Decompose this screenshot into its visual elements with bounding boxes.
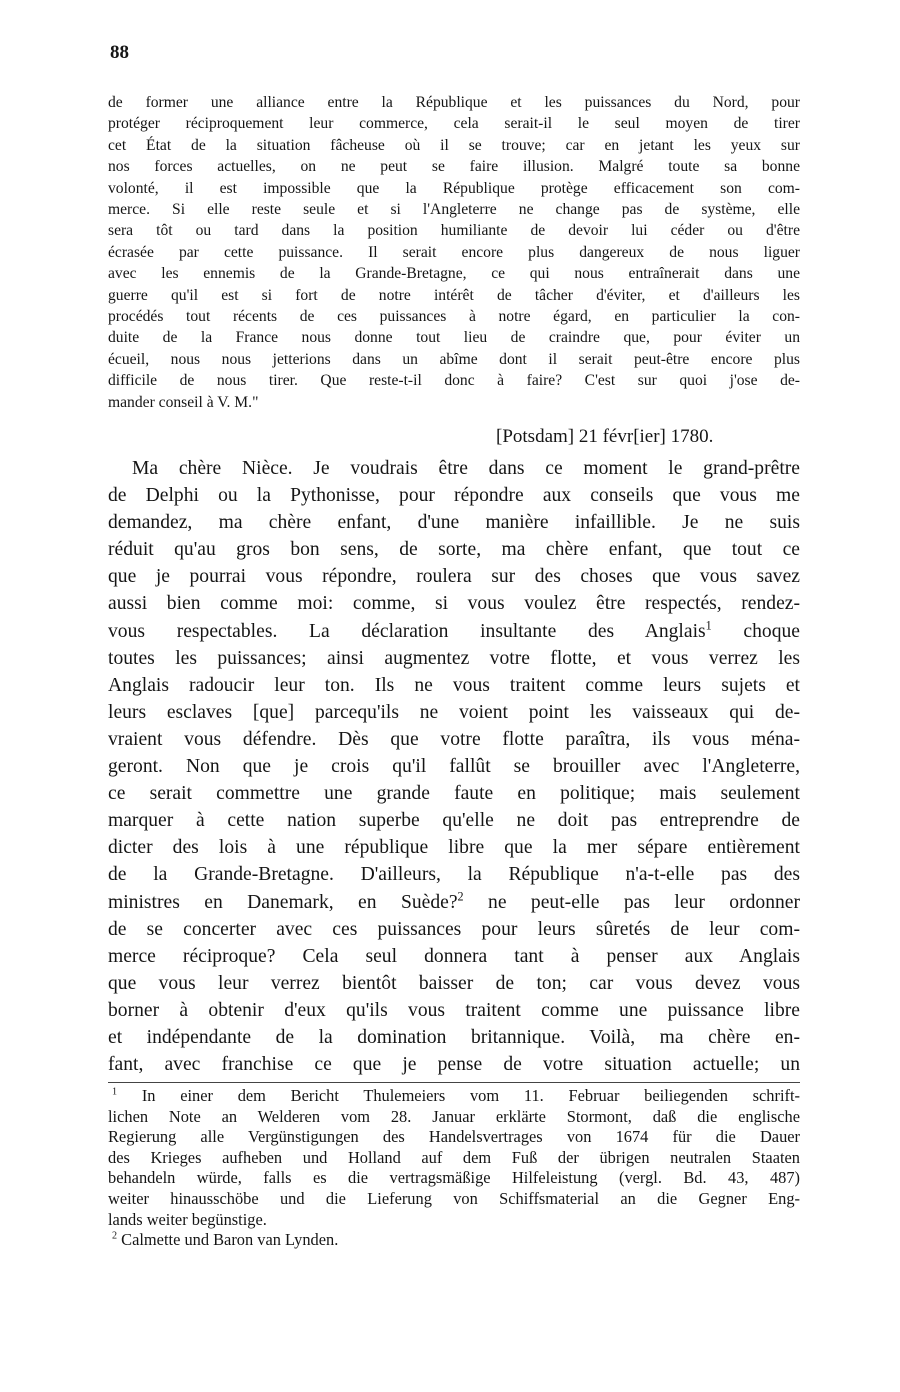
text-line: écrasée par cette puissance. Il serait encore plus dangereux de nous liguer	[108, 243, 800, 261]
text-line: leurs esclaves [que] parcequ'ils ne voient point les vaisseaux qui de-	[108, 701, 800, 723]
text-line: de Delphi ou la Pythonisse, pour répondre aux conseils que vous me	[108, 485, 800, 507]
letter-body	[108, 455, 800, 1078]
text-line: que vous leur verrez bientôt baisser de ton; car vous devez vous	[108, 972, 800, 994]
text-line: procédés tout récents de ces puissances à notre égard, en particulier la con-	[108, 308, 800, 326]
text-segment: ministres en Danemark, en Suède?	[108, 891, 458, 913]
text-line: sera tôt ou tard dans la position humiliante de devoir lui céder ou d'être	[108, 222, 800, 240]
text-line: difficile de nous tirer. Que reste-t-il donc à faire? C'est sur quoi j'ose de-	[108, 372, 800, 390]
text-line: lichen Note an Welderen vom 28. Januar erklärte Stormont, daß die englische	[108, 1106, 800, 1126]
text-line: ce serait commettre une grande faute en politique; mais seulement	[108, 783, 800, 805]
text-line: weiter hinausschöbe und die Lieferung von Schiffsmaterial an die Gegner Eng-	[108, 1188, 800, 1208]
footnote-marker: 1	[112, 1086, 118, 1098]
footnote-divider	[108, 1082, 800, 1083]
text-line: merce réciproque? Cela seul donnera tant à penser aux Anglais	[108, 945, 800, 967]
footnote-marker: 2	[112, 1230, 118, 1242]
text-line: mander conseil à V. M."	[108, 393, 259, 411]
text-line: de la Grande-Bretagne. D'ailleurs, la République n'a-t-elle pas des	[108, 864, 800, 886]
text-line: Anglais radoucir leur ton. Ils ne vous traitent comme leurs sujets et	[108, 674, 800, 696]
footnote-ref-1: 1	[705, 618, 712, 633]
text-line: vraient vous défendre. Dès que votre flotte paraîtra, ils vous ména-	[108, 728, 800, 750]
text-segment: Calmette und Baron van Lynden.	[117, 1230, 339, 1250]
text-segment: vous respectables. La déclaration insultante des Anglais	[108, 620, 706, 642]
text-line: fant, avec franchise ce que je pense de votre situation actuelle; un	[108, 1054, 800, 1076]
text-segment: choque	[711, 620, 800, 642]
text-line: borner à obtenir d'eux qu'ils vous traitent comme une puissance libre	[108, 999, 800, 1021]
text-line: guerre qu'il est si fort de notre intérêt de tâcher d'éviter, et d'ailleurs les	[108, 286, 800, 304]
letter-dateline: [Potsdam] 21 févr[ier] 1780.	[496, 426, 714, 447]
text-line	[108, 889, 800, 916]
text-line: merce. Si elle reste seule et si l'Angleterre ne change pas de système, elle	[108, 201, 800, 219]
footnotes	[108, 1086, 800, 1251]
text-segment: ne peut-elle pas leur ordonner	[463, 891, 800, 913]
quoted-dispatch	[108, 92, 800, 413]
text-line: lands weiter begünstige.	[108, 1209, 267, 1229]
text-line: de se concerter avec ces puissances pour leurs sûretés de leur com-	[108, 918, 800, 940]
page-number: 88	[110, 42, 129, 63]
text-line: dicter des lois à une république libre que la mer sépare entièrement	[108, 837, 800, 859]
text-line: réduit qu'au gros bon sens, de sorte, ma chère enfant, que tout ce	[108, 539, 800, 561]
text-line: et indépendante de la domination britannique. Voilà, ma chère en-	[108, 1026, 800, 1048]
footnote-1	[108, 1086, 800, 1107]
text-line: duite de la France nous donne tout lieu de craindre que, pour éviter un	[108, 329, 800, 347]
text-line: protéger réciproquement leur commerce, cela serait-il le seul moyen de tirer	[108, 115, 800, 133]
text-line: de former une alliance entre la République et les puissances du Nord, pour	[108, 94, 800, 111]
text-line: toutes les puissances; ainsi augmentez votre flotte, et vous verrez les	[108, 647, 800, 669]
text-line: des Krieges aufheben und Holland auf dem Fuß der übrigen neutralen Staaten	[108, 1147, 800, 1167]
footnote-2	[108, 1230, 800, 1251]
text-line: nos forces actuelles, on ne peut se faire illusion. Malgré toute sa bonne	[108, 158, 800, 176]
text-line: geront. Non que je crois qu'il fallût se brouiller avec l'Angleterre,	[108, 756, 800, 778]
text-line: avec les ennemis de la Grande-Bretagne, ce qui nous entraînerait dans une	[108, 265, 800, 283]
text-segment: In einer dem Bericht Thulemeiers vom 11. Februar beiliegenden schrift-	[117, 1086, 800, 1105]
text-line: que je pourrai vous répondre, roulera sur des choses que vous savez	[108, 566, 800, 588]
text-line: Regierung alle Vergünstigungen des Handelsvertrages von 1674 für die Dauer	[108, 1127, 800, 1147]
text-line: marquer à cette nation superbe qu'elle ne doit pas entreprendre de	[108, 810, 800, 832]
text-line: demandez, ma chère enfant, d'une manière infaillible. Je ne suis	[108, 512, 800, 534]
text-line: Ma chère Nièce. Je voudrais être dans ce moment le grand-prêtre	[132, 458, 800, 479]
text-line: aussi bien comme moi: comme, si vous voulez être respectés, rendez-	[108, 593, 800, 615]
text-line: behandeln würde, falls es die vertragsmäßige Hilfeleistung (vergl. Bd. 43, 487)	[108, 1168, 800, 1188]
text-line	[108, 618, 800, 645]
text-line: volonté, il est impossible que la République protège efficacement son com-	[108, 179, 800, 197]
footnote-ref-2: 2	[457, 888, 464, 903]
text-line: cet État de la situation fâcheuse où il se trouve; car en jetant les yeux sur	[108, 136, 800, 154]
text-line: écueil, nous nous jetterions dans un abîme dont il serait peut-être encore plus	[108, 350, 800, 368]
